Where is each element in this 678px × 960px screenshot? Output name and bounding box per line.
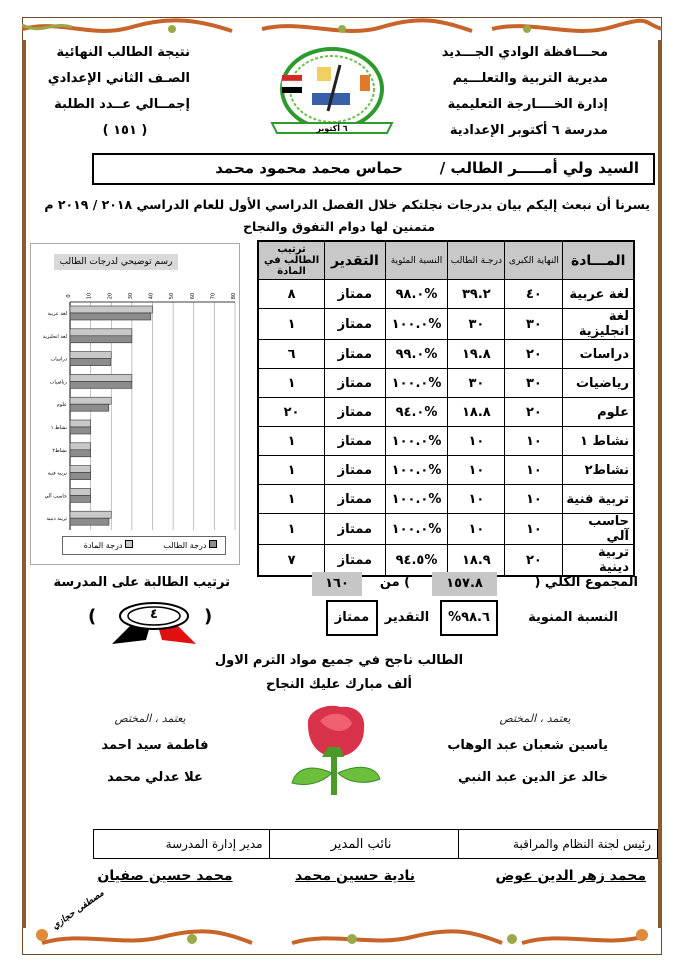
intro-line-1: يسرنا أن نبعث إليكم بيان بدرجات نجلتكم خلال الفصل الدراسي الأول للعام الدراسي ٢٠١٨ / ٢٠١٩ م <box>44 197 650 212</box>
chart-bar <box>70 336 132 343</box>
chart-bar <box>70 466 91 473</box>
signatory-left-2: علا عدلي محمد <box>107 770 203 785</box>
chart-bar <box>70 511 111 518</box>
signatory-right-2: خالد عز الدين عبد النبي <box>458 770 608 785</box>
cell-rank: ١ <box>258 456 325 485</box>
chart-category-label: نشاط ١ <box>50 425 67 431</box>
signatory-left-1: فاطمة سيد احمد <box>101 738 209 753</box>
chart-title: رسم توضيحي لدرجات الطالب <box>54 254 178 270</box>
chart-tick-label: 40 <box>148 292 155 300</box>
chart-bar <box>70 329 132 336</box>
total-students-label: إجمــالي عــدد الطلبة <box>54 97 190 112</box>
legend-label-max: درجة المادة <box>83 541 123 550</box>
cell-max: ١٠ <box>505 514 563 545</box>
chart-tick-label: 30 <box>127 292 134 300</box>
cell-subject: علوم <box>563 398 634 427</box>
cell-grade: ممتاز <box>325 398 386 427</box>
chart-bar <box>70 352 111 359</box>
chart-category-label: رياضيات <box>49 379 67 386</box>
chart-bar <box>70 473 91 480</box>
cell-grade: ممتاز <box>325 309 386 340</box>
rose-icon <box>290 703 382 798</box>
chart-category-label: لغة انجليزية <box>42 333 67 340</box>
cell-grade: ممتاز <box>325 280 386 309</box>
cell-max: ٤٠ <box>505 280 563 309</box>
cell-subject: نشاط٢ <box>563 456 634 485</box>
svg-text:٦ أكتوبر: ٦ أكتوبر <box>316 124 348 133</box>
table-row <box>258 485 634 514</box>
cell-score: ١٨.٨ <box>448 398 505 427</box>
chart-tick-label: 20 <box>107 292 114 300</box>
chart-tick-label: 10 <box>86 292 93 300</box>
cell-grade: ممتاز <box>325 340 386 369</box>
total-students-value: ( ١٥١ ) <box>102 123 148 138</box>
col-score: درجـة الطالب <box>448 241 505 280</box>
chart-bar <box>70 420 91 427</box>
cell-percent: %٩٨.٠ <box>385 280 448 309</box>
chart-bar <box>70 404 109 411</box>
committee-table <box>93 829 658 859</box>
rank-open-paren: ( <box>88 606 97 627</box>
legend-swatch-max <box>125 540 133 548</box>
chart-tick-label: 50 <box>169 292 176 300</box>
cell-grade: ممتاز <box>325 456 386 485</box>
stamp-left: يعتمد ، المختص <box>114 712 186 725</box>
cell-subject: دراسات <box>563 340 634 369</box>
cell-score: ١٠ <box>448 456 505 485</box>
table-row <box>258 514 634 545</box>
col-grade: التقدير <box>325 241 386 280</box>
cell-percent: %٩٤.٠ <box>385 398 448 427</box>
col-subject: المـــادة <box>563 241 634 280</box>
cell-max: ١٠ <box>505 485 563 514</box>
cell-rank: ٢٠ <box>258 398 325 427</box>
cell-max: ١٠ <box>505 456 563 485</box>
chart-bar <box>70 518 109 525</box>
legend-label-student: درجة الطالب <box>163 541 207 550</box>
recipient-box <box>92 153 655 185</box>
chart-bar <box>70 450 91 457</box>
committee-title-2: نائب المدير <box>269 830 458 859</box>
chart-category-label: تربية فنية <box>47 470 67 477</box>
cell-score: ١٨.٩ <box>448 545 505 577</box>
committee-name-3: محمد حسين صفيان <box>97 868 233 884</box>
ornament-right <box>654 40 662 928</box>
grade-level: الصـف الثاني الإعدادي <box>47 71 190 86</box>
cell-subject: تربية دينية <box>563 545 634 577</box>
total-value: ١٥٧.٨ <box>432 572 497 596</box>
stamp-right: يعتمد ، المختص <box>499 712 571 725</box>
cell-rank: ٦ <box>258 340 325 369</box>
student-name: حماس محمد محمود محمد <box>215 159 403 177</box>
chart-tick-label: 60 <box>189 292 196 300</box>
max-total-value: ١٦٠ <box>312 572 362 596</box>
chart-category-label: دراسات <box>50 356 67 363</box>
table-row <box>258 398 634 427</box>
chart-category-label: نشاط٢ <box>52 447 67 454</box>
school-rank-label: ترتيب الطالبة على المدرسة <box>53 575 230 590</box>
cell-score: ٣٠ <box>448 309 505 340</box>
cell-percent: %١٠٠.٠ <box>385 369 448 398</box>
recipient-label: السيد ولي أمـــــر الطالب / <box>439 159 639 177</box>
chart-category-label: علوم <box>56 402 67 409</box>
cell-percent: %١٠٠.٠ <box>385 485 448 514</box>
school-name: مدرسة ٦ أكتوبر الإعدادية <box>449 123 608 138</box>
cell-max: ٣٠ <box>505 309 563 340</box>
table-row <box>258 309 634 340</box>
cell-rank: ٧ <box>258 545 325 577</box>
cell-subject: لغة انجليزية <box>563 309 634 340</box>
intro-line-2: متمنين لها دوام التفوق والنجاح <box>242 219 435 234</box>
ornament-bottom <box>22 925 662 951</box>
chart-tick-label: 0 <box>66 294 72 298</box>
grade-label: التقدير <box>384 610 430 625</box>
table-row <box>258 340 634 369</box>
chart-tick-label: 80 <box>231 292 237 300</box>
result-line-2: ألف مبارك عليك النجاح <box>266 677 412 692</box>
ornament-top <box>22 17 662 43</box>
cell-max: ٢٠ <box>505 340 563 369</box>
grades-table <box>257 240 635 577</box>
cell-rank: ٨ <box>258 280 325 309</box>
chart-bar <box>70 427 91 434</box>
cell-percent: %١٠٠.٠ <box>385 514 448 545</box>
signatory-right-1: ياسين شعبان عبد الوهاب <box>447 738 608 753</box>
committee-name-2: نادية حسين محمد <box>294 868 416 884</box>
governorate: محـــافظة الوادي الجـــديد <box>441 45 608 60</box>
chart-bar <box>70 495 91 502</box>
cell-subject: حاسب آلي <box>563 514 634 545</box>
chart-bar <box>70 374 132 381</box>
col-percent: النسبة المئوية <box>385 241 448 280</box>
cell-percent: %١٠٠.٠ <box>385 309 448 340</box>
result-line-1: الطالب ناجح في جميع مواد الترم الاول <box>214 653 464 668</box>
cell-grade: ممتاز <box>325 545 386 577</box>
table-row <box>258 456 634 485</box>
cell-score: ١٠ <box>448 427 505 456</box>
cell-grade: ممتاز <box>325 485 386 514</box>
committee-title-3: مدير إدارة المدرسة <box>94 830 270 859</box>
cell-score: ١٠ <box>448 514 505 545</box>
cell-rank: ١ <box>258 309 325 340</box>
cell-score: ١٩.٨ <box>448 340 505 369</box>
cell-score: ٣٠ <box>448 369 505 398</box>
chart-category-label: لغة عربية <box>47 311 67 317</box>
directorate: مديرية التربية والتعلـــيم <box>452 71 608 86</box>
cell-percent: %١٠٠.٠ <box>385 427 448 456</box>
chart-bar <box>70 397 111 404</box>
legend-item-max <box>84 540 133 550</box>
of-label: ) من <box>379 575 411 590</box>
table-row <box>258 280 634 309</box>
cell-score: ٣٩.٢ <box>448 280 505 309</box>
committee-titles-row <box>94 830 658 859</box>
chart-legend <box>62 536 226 555</box>
cell-subject: تربية فنية <box>563 485 634 514</box>
chart-bar <box>70 359 111 366</box>
legend-swatch-student <box>209 540 217 548</box>
percent-label: النسبة المنوية <box>528 610 618 625</box>
cell-max: ٢٠ <box>505 545 563 577</box>
cell-max: ١٠ <box>505 427 563 456</box>
chart-bar <box>70 443 91 450</box>
chart-plot <box>30 280 240 535</box>
chart-category-label: تربية دينية <box>46 516 67 523</box>
table-row <box>258 427 634 456</box>
col-rank: ترتيب الطالب في المادة <box>258 241 325 280</box>
school-rank-value: ٤ <box>150 607 158 622</box>
cell-grade: ممتاز <box>325 369 386 398</box>
table-header-row <box>258 241 634 280</box>
cell-rank: ١ <box>258 427 325 456</box>
committee-title-1: رئيس لجنة النظام والمراقبة <box>458 830 657 859</box>
chart-category-label: حاسب آلي <box>44 493 67 500</box>
rank-close-paren: ) <box>204 606 213 627</box>
legend-item-student <box>163 540 217 550</box>
cell-percent: %٩٩.٠ <box>385 340 448 369</box>
cell-max: ٢٠ <box>505 398 563 427</box>
chart-tick-label: 70 <box>210 292 217 300</box>
designer-signature: مصطفى حجازي <box>50 888 107 932</box>
cell-subject: رياضيات <box>563 369 634 398</box>
cell-rank: ١ <box>258 369 325 398</box>
chart-bar <box>70 488 91 495</box>
school-emblem-icon <box>262 45 402 137</box>
table-row <box>258 369 634 398</box>
administration: إدارة الخــــارجة التعليمية <box>447 97 608 112</box>
chart-bar <box>70 306 153 313</box>
cell-percent: %١٠٠.٠ <box>385 456 448 485</box>
cell-rank: ١ <box>258 485 325 514</box>
col-max: النهاية الكبرى <box>505 241 563 280</box>
cell-score: ١٠ <box>448 485 505 514</box>
total-label: المجموع الكلي ( <box>534 575 638 590</box>
cell-max: ٣٠ <box>505 369 563 398</box>
committee-name-1: محمد زهر الدين عوض <box>495 868 646 884</box>
percent-value: %٩٨.٦ <box>440 600 498 636</box>
grade-value: ممتاز <box>326 600 378 636</box>
cell-grade: ممتاز <box>325 514 386 545</box>
ornament-left <box>22 40 30 928</box>
chart-bar <box>70 381 132 388</box>
cell-grade: ممتاز <box>325 427 386 456</box>
cell-percent: %٩٤.٥ <box>385 545 448 577</box>
cell-subject: لغة عربية <box>563 280 634 309</box>
report-title: نتيجة الطالب النهائية <box>56 45 190 60</box>
cell-rank: ١ <box>258 514 325 545</box>
chart-bar <box>70 313 151 320</box>
cell-subject: نشاط ١ <box>563 427 634 456</box>
